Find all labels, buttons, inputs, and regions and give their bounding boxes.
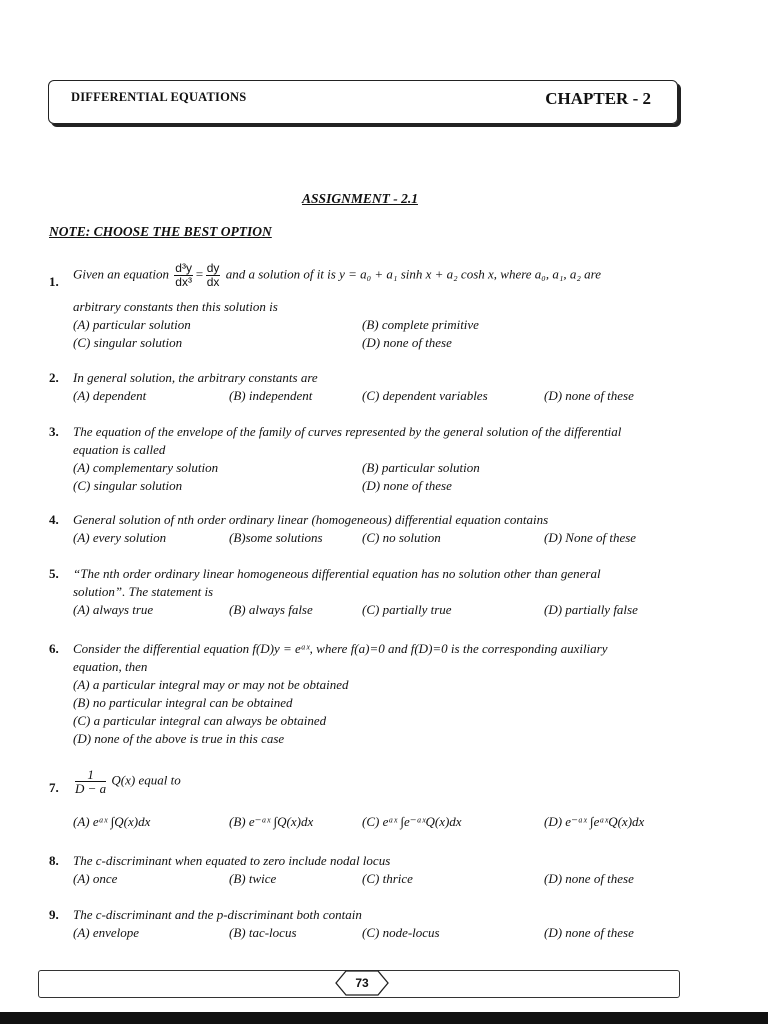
question-text-line2: equation, then: [73, 659, 148, 674]
option-c[interactable]: (C) singular solution: [73, 478, 183, 493]
page-number-badge: [334, 970, 390, 996]
option-b[interactable]: (B) particular solution: [362, 460, 480, 475]
option-c[interactable]: (C) dependent variables: [362, 388, 488, 403]
question-3: [49, 424, 689, 494]
option-a[interactable]: (A) dependent: [73, 388, 147, 403]
question-number: 1.: [49, 274, 59, 289]
question-rest: and a solution of it is y = a₀ + a₁ sinh x + a₂ cosh x, where a₀, a₁, a₂ are: [225, 266, 601, 282]
fraction-numerator: dy: [206, 261, 220, 275]
operator-fraction: [75, 768, 106, 795]
instruction-note: NOTE: CHOOSE THE BEST OPTION: [49, 224, 272, 239]
derivative-fraction: [206, 262, 221, 289]
question-number: 6.: [49, 641, 59, 656]
question-rest: Q(x) equal to: [111, 772, 181, 788]
fraction-numerator: 1: [75, 768, 106, 782]
question-6: [49, 641, 689, 749]
question-2: [49, 370, 689, 406]
fraction-denominator: dx: [206, 275, 220, 289]
question-text: “The nth order ordinary linear homogeneous differential equation has no solution other than general: [73, 566, 601, 581]
question-text: In general solution, the arbitrary constants are: [73, 370, 318, 385]
option-c[interactable]: (C) node-locus: [362, 925, 440, 940]
subject-title: DIFFERENTIAL EQUATIONS: [71, 90, 247, 104]
question-text: The c-discriminant and the p-discriminant both contain: [73, 907, 362, 922]
question-text: [73, 768, 181, 795]
option-a[interactable]: (A) envelope: [73, 925, 140, 940]
derivative-fraction: [174, 262, 193, 289]
question-text: General solution of nth order ordinary linear (homogeneous) differential equation contains: [73, 512, 549, 527]
option-b[interactable]: (B)some solutions: [229, 530, 323, 545]
question-number: 2.: [49, 370, 59, 385]
option-a[interactable]: (A) complementary solution: [73, 460, 219, 475]
option-c[interactable]: (C) singular solution: [73, 335, 183, 350]
fraction-numerator: d³y: [175, 261, 192, 275]
fraction-denominator: dx³: [175, 275, 192, 289]
option-d[interactable]: (D) e⁻ᵃˣ ∫eᵃˣQ(x)dx: [544, 814, 645, 829]
option-d[interactable]: (D) none of these: [544, 388, 634, 403]
question-text-line2: arbitrary constants then this solution is: [73, 299, 278, 314]
question-9: [49, 907, 689, 943]
question-text: The equation of the envelope of the family of curves represented by the general solution of the differential: [73, 424, 622, 439]
option-b[interactable]: (B) twice: [229, 871, 277, 886]
chapter-label: CHAPTER - 2: [545, 89, 651, 108]
question-8: [49, 853, 689, 889]
option-d[interactable]: (D) none of these: [362, 478, 452, 493]
option-d[interactable]: (D) partially false: [544, 602, 638, 617]
option-d[interactable]: (D) none of these: [544, 925, 634, 940]
fraction-denominator: D − a: [75, 781, 107, 796]
option-c[interactable]: (C) a particular integral can always be obtained: [73, 713, 327, 728]
question-number: 9.: [49, 907, 59, 922]
assignment-title: ASSIGNMENT - 2.1: [302, 191, 418, 206]
page-number: 73: [355, 976, 369, 990]
question-number: 4.: [49, 512, 59, 527]
option-b[interactable]: (B) tac-locus: [229, 925, 297, 940]
question-number: 3.: [49, 424, 59, 439]
option-b[interactable]: (B) complete primitive: [362, 317, 479, 332]
option-a[interactable]: (A) a particular integral may or may not be obtained: [73, 677, 349, 692]
option-d[interactable]: (D) none of the above is true in this case: [73, 731, 285, 746]
option-b[interactable]: (B) always false: [229, 602, 313, 617]
option-b[interactable]: (B) independent: [229, 388, 313, 403]
question-5: [49, 566, 689, 620]
question-4: [49, 512, 689, 548]
option-b[interactable]: (B) no particular integral can be obtained: [73, 695, 293, 710]
question-1: [49, 262, 689, 352]
option-a[interactable]: (A) eᵃˣ ∫Q(x)dx: [73, 814, 151, 829]
question-number: 5.: [49, 566, 59, 581]
question-text-line2: equation is called: [73, 442, 166, 457]
chapter-header: [48, 80, 678, 124]
option-c[interactable]: (C) no solution: [362, 530, 441, 545]
option-a[interactable]: (A) once: [73, 871, 118, 886]
option-d[interactable]: (D) none of these: [544, 871, 634, 886]
question-text-line2: solution”. The statement is: [73, 584, 214, 599]
option-a[interactable]: (A) every solution: [73, 530, 167, 545]
question-number: 7.: [49, 780, 59, 795]
option-d[interactable]: (D) None of these: [544, 530, 637, 545]
option-a[interactable]: (A) always true: [73, 602, 154, 617]
question-7: [49, 768, 689, 838]
bottom-edge-bar: [0, 1012, 768, 1024]
option-c[interactable]: (C) partially true: [362, 602, 452, 617]
question-number: 8.: [49, 853, 59, 868]
question-text: The c-discriminant when equated to zero include nodal locus: [73, 853, 391, 868]
option-b[interactable]: (B) e⁻ᵃˣ ∫Q(x)dx: [229, 814, 314, 829]
equals-sign: =: [194, 266, 204, 282]
option-c[interactable]: (C) eᵃˣ ∫e⁻ᵃˣQ(x)dx: [362, 814, 462, 829]
question-text: Consider the differential equation f(D)y = eᵃˣ, where f(a)=0 and f(D)=0 is the corresponding auxiliary: [73, 641, 608, 656]
question-lead: Given an equation: [73, 266, 170, 282]
option-c[interactable]: (C) thrice: [362, 871, 413, 886]
question-text: [73, 262, 601, 289]
option-a[interactable]: (A) particular solution: [73, 317, 191, 332]
option-d[interactable]: (D) none of these: [362, 335, 452, 350]
